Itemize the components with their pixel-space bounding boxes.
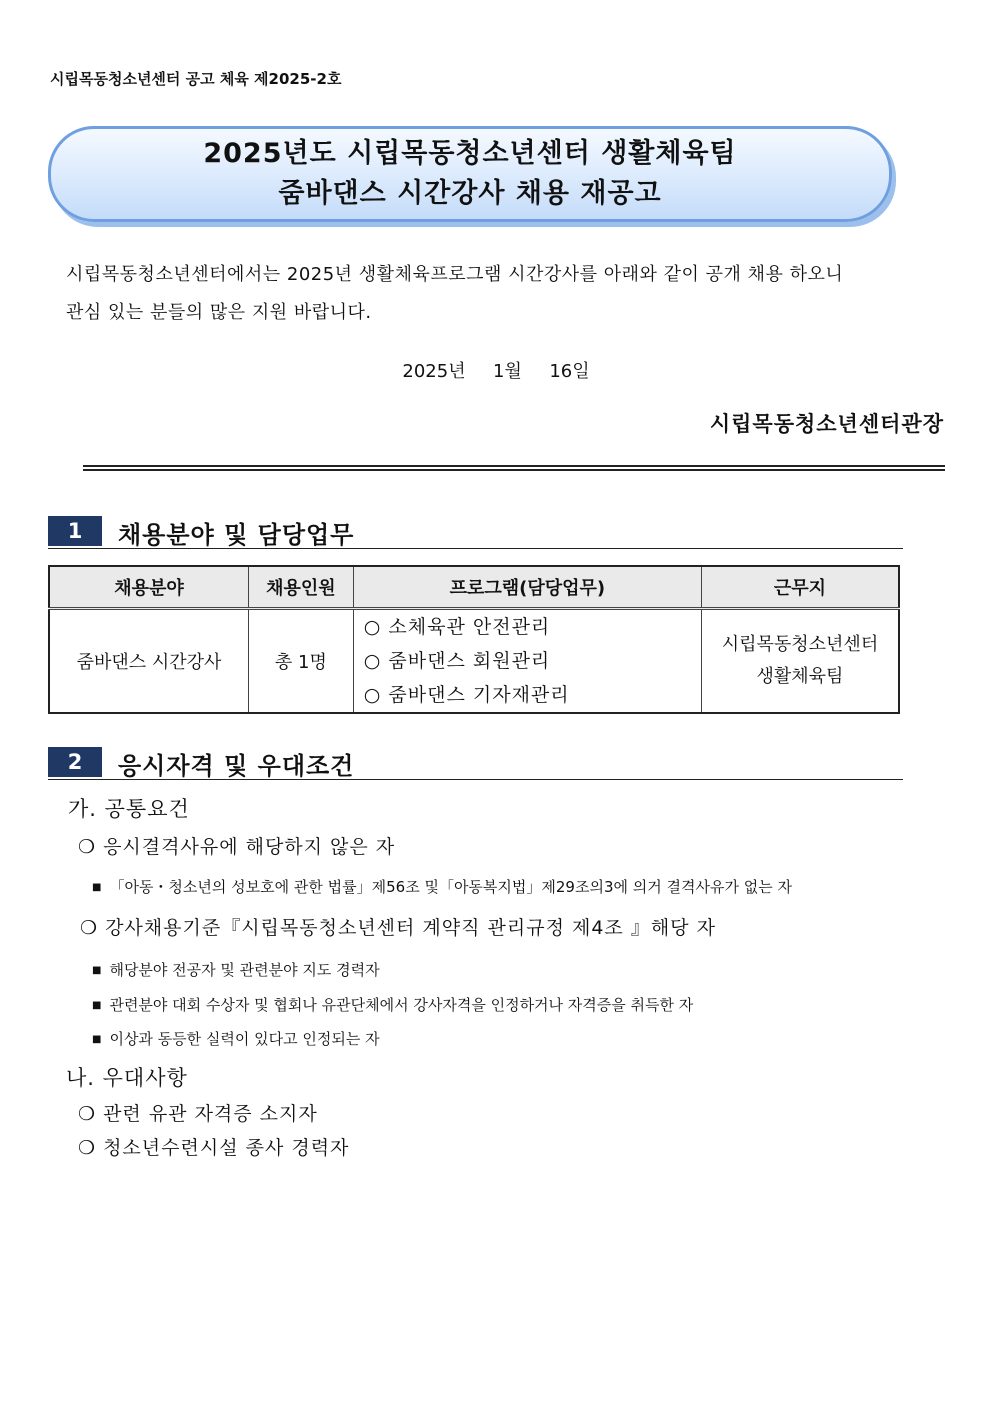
title-banner xyxy=(48,126,892,222)
program-item: ○ 소체육관 안전관리 xyxy=(363,616,551,638)
workplace-line: 생활체육팀 xyxy=(756,666,844,687)
table-header: 채용분야 xyxy=(49,566,249,609)
requirement-detail xyxy=(92,876,792,897)
recruitment-table xyxy=(48,565,900,714)
intro-line-2: 관심 있는 분들의 많은 지원 바랍니다. xyxy=(66,302,372,323)
detail-text: 해당분야 전공자 및 관련분야 지도 경력자 xyxy=(109,961,380,979)
title-line-1: 2025년도 시립목동청소년센터 생활체육팀 xyxy=(203,138,737,169)
bullet-square-icon: ■ xyxy=(92,1000,102,1011)
detail-text: 이상과 동등한 실력이 있다고 인정되는 자 xyxy=(109,1030,380,1048)
bullet-square-icon: ■ xyxy=(92,1034,102,1045)
requirement-detail xyxy=(92,959,380,980)
table-header: 근무지 xyxy=(701,566,899,609)
program-item: ○ 줌바댄스 회원관리 xyxy=(363,650,551,672)
table-header: 채용인원 xyxy=(249,566,354,609)
bullet-square-icon: ■ xyxy=(92,882,102,893)
program-cell xyxy=(353,609,701,714)
table-row xyxy=(49,609,899,714)
divider-line xyxy=(83,469,945,471)
detail-text: 관련분야 대회 수상자 및 협회나 유관단체에서 강사자격을 인정하거나 자격증을 취득한 자 xyxy=(109,996,694,1014)
intro-paragraph xyxy=(66,256,906,332)
requirement-item: ❍ 응시결격사유에 해당하지 않은 자 xyxy=(78,836,396,858)
divider-line xyxy=(83,465,945,467)
notice-number: 시립목동청소년센터 공고 체육 제2025-2호 xyxy=(50,70,342,88)
section-2-number: 2 xyxy=(48,747,102,777)
bullet-square-icon: ■ xyxy=(92,965,102,976)
section-2-title: 응시자격 및 우대조건 xyxy=(118,752,355,780)
detail-text: 「아동・청소년의 성보호에 관한 법률」제56조 및「아동복지법」제29조의3에 의거 결격사유가 없는 자 xyxy=(109,878,792,896)
signature: 시립목동청소년센터관장 xyxy=(709,412,944,436)
subsection-a-heading: 가. 공통요건 xyxy=(68,797,190,821)
title-line-2: 줌바댄스 시간강사 채용 재공고 xyxy=(278,178,662,209)
preference-item: ❍ 청소년수련시설 종사 경력자 xyxy=(78,1137,350,1159)
subsection-b-heading: 나. 우대사항 xyxy=(66,1066,188,1090)
table-header: 프로그램(담당업무) xyxy=(353,566,701,609)
section-1-header xyxy=(48,516,903,549)
program-item: ○ 줌바댄스 기자재관리 xyxy=(363,684,570,706)
requirement-item: ❍ 강사채용기준『시립목동청소년센터 계약직 관리규정 제4조 』해당 자 xyxy=(80,917,716,939)
table-header-row xyxy=(49,566,899,609)
section-1-title: 채용분야 및 담당업무 xyxy=(118,521,355,549)
requirement-detail xyxy=(92,994,693,1015)
announcement-date: 2025년 1월 16일 xyxy=(402,361,590,382)
job-field-cell: 줌바댄스 시간강사 xyxy=(49,609,249,714)
workplace-line: 시립목동청소년센터 xyxy=(721,634,879,655)
section-2-header xyxy=(48,747,903,780)
requirement-detail xyxy=(92,1028,380,1049)
section-1-number: 1 xyxy=(48,516,102,546)
preference-item: ❍ 관련 유관 자격증 소지자 xyxy=(78,1103,318,1125)
headcount-cell: 총 1명 xyxy=(249,609,354,714)
workplace-cell xyxy=(701,609,899,714)
intro-line-1: 시립목동청소년센터에서는 2025년 생활체육프로그램 시간강사를 아래와 같이 공개 채용 하오니 xyxy=(66,264,844,285)
